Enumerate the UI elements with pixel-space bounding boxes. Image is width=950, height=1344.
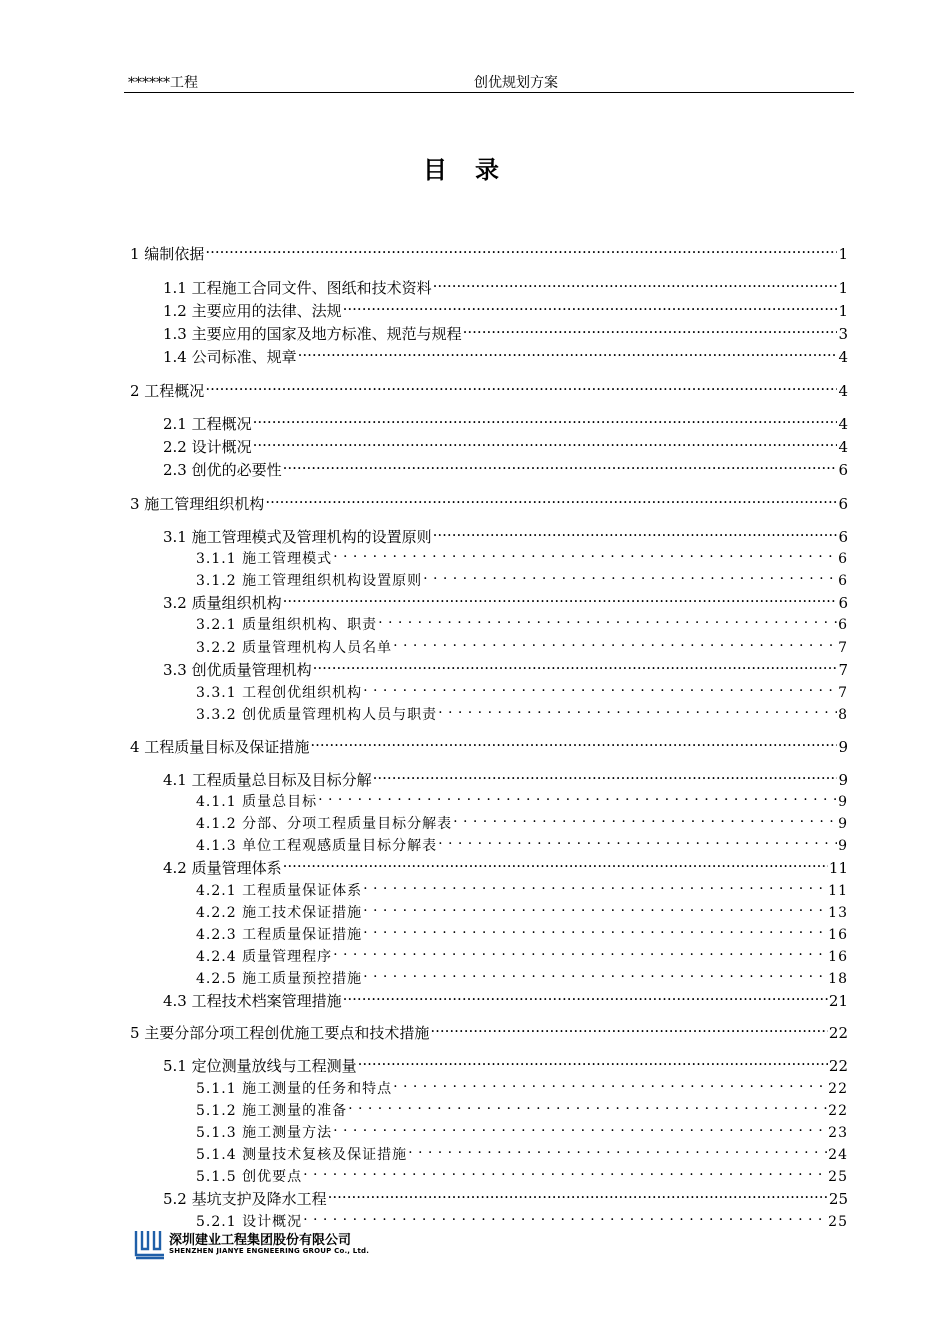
toc-entry-page-number: 22 (828, 1081, 848, 1097)
toc-entry-label: 4.2.2 施工技术保证措施 (196, 905, 363, 921)
toc-entry-label: 5.1.4 测量技术复核及保证措施 (196, 1147, 408, 1163)
toc-entry-label: 3.3.1 工程创优组织机构 (196, 685, 363, 701)
toc-entry[interactable] (163, 592, 848, 613)
toc-leader-dots (318, 792, 837, 806)
toc-entry-label: 4.2.1 工程质量保证体系 (196, 883, 363, 899)
toc-entry[interactable] (163, 277, 848, 298)
toc-entry-label: 3.3.2 创优质量管理机构人员与职责 (196, 707, 438, 723)
toc-entry-label: 3.1.2 施工管理组织机构设置原则 (196, 573, 423, 589)
header-project-name: ******工程 (128, 75, 198, 91)
toc-entry-page-number: 9 (838, 816, 848, 832)
toc-leader-dots (333, 549, 837, 563)
toc-entry[interactable] (130, 243, 848, 264)
toc-entry[interactable] (163, 346, 848, 367)
toc-leader-dots (430, 1023, 828, 1038)
toc-leader-dots (438, 836, 837, 850)
toc-entry-page-number: 21 (828, 992, 848, 1010)
toc-entry-page-number: 9 (838, 794, 848, 810)
toc-leader-dots (433, 527, 838, 542)
toc-entry-label: 5.2.1 设计概况 (196, 1214, 303, 1230)
toc-entry-label: 2 工程概况 (130, 382, 205, 400)
toc-entry[interactable] (130, 493, 848, 514)
toc-entry[interactable] (196, 1078, 848, 1098)
toc-entry[interactable] (196, 637, 848, 657)
toc-entry-page-number: 6 (838, 594, 848, 612)
toc-entry-label: 4.1 工程质量总目标及目标分解 (163, 771, 372, 789)
toc-entry-page-number: 4 (838, 348, 848, 366)
toc-entry-page-number: 3 (838, 325, 848, 343)
toc-leader-dots (333, 1123, 827, 1137)
toc-leader-dots (328, 1189, 828, 1204)
company-name-en: SHENZHEN JIANYE ENGNEERING GROUP Co., Ltd. (169, 1247, 370, 1255)
toc-entry-label: 1.1 工程施工合同文件、图纸和技术资料 (163, 279, 432, 297)
toc-entry[interactable] (196, 813, 848, 833)
toc-entry-label: 4.2.4 质量管理程序 (196, 949, 333, 965)
toc-entry[interactable] (196, 614, 848, 634)
toc-entry-page-number: 24 (828, 1147, 848, 1163)
toc-entry[interactable] (196, 704, 848, 724)
toc-entry-label: 3.2 质量组织机构 (163, 594, 282, 612)
toc-entry-page-number: 22 (828, 1057, 848, 1075)
toc-entry[interactable] (196, 570, 848, 590)
toc-leader-dots (265, 494, 837, 509)
company-name-cn: 深圳建业工程集团股份有限公司 (169, 1233, 352, 1248)
toc-entry-label: 3.1 施工管理模式及管理机构的设置原则 (163, 528, 432, 546)
toc-entry-label: 3.3 创优质量管理机构 (163, 661, 312, 679)
toc-leader-dots (298, 347, 838, 362)
toc-leader-dots (463, 324, 838, 339)
toc-entry-page-number: 9 (838, 838, 848, 854)
toc-entry-label: 3 施工管理组织机构 (130, 495, 265, 513)
company-logo-icon (133, 1228, 167, 1260)
toc-entry[interactable] (196, 968, 848, 988)
toc-entry-label: 4.2.3 工程质量保证措施 (196, 927, 363, 943)
toc-entry-page-number: 7 (838, 640, 848, 656)
toc-leader-dots (313, 660, 838, 675)
toc-title: 目录 (423, 156, 527, 184)
toc-leader-dots (333, 947, 827, 961)
toc-entry[interactable] (163, 857, 848, 878)
toc-entry[interactable] (196, 946, 848, 966)
toc-leader-dots (363, 881, 827, 895)
toc-entry-label: 1.2 主要应用的法律、法规 (163, 302, 342, 320)
toc-leader-dots (205, 244, 837, 259)
toc-entry-page-number: 4 (838, 382, 848, 400)
toc-leader-dots (303, 1212, 827, 1226)
toc-entry-page-number: 6 (838, 617, 848, 633)
toc-entry-label: 1 编制依据 (130, 245, 205, 263)
toc-entry[interactable] (196, 548, 848, 568)
toc-entry-label: 4 工程质量目标及保证措施 (130, 738, 310, 756)
toc-entry-label: 5.2 基坑支护及降水工程 (163, 1190, 327, 1208)
toc-entry[interactable] (196, 791, 848, 811)
toc-entry-page-number: 1 (838, 302, 848, 320)
toc-entry-page-number: 25 (828, 1214, 848, 1230)
toc-entry-label: 3.1.1 施工管理模式 (196, 551, 333, 567)
toc-entry-page-number: 7 (838, 661, 848, 679)
toc-entry[interactable] (163, 526, 848, 547)
toc-entry-label: 4.1.3 单位工程观感质量目标分解表 (196, 838, 438, 854)
toc-entry-label: 5.1.5 创优要点 (196, 1169, 303, 1185)
toc-entry-label: 3.2.2 质量管理机构人员名单 (196, 640, 393, 656)
toc-leader-dots (373, 770, 838, 785)
toc-entry-label: 4.2.5 施工质量预控措施 (196, 971, 363, 987)
toc-entry[interactable] (196, 835, 848, 855)
toc-entry-label: 3.2.1 质量组织机构、职责 (196, 617, 378, 633)
toc-entry[interactable] (163, 413, 848, 434)
toc-leader-dots (453, 814, 837, 828)
company-logo (133, 1228, 393, 1262)
toc-entry-label: 1.3 主要应用的国家及地方标准、规范与规程 (163, 325, 462, 343)
toc-entry-page-number: 22 (828, 1103, 848, 1119)
toc-entry[interactable] (196, 1166, 848, 1186)
toc-leader-dots (378, 615, 837, 629)
toc-leader-dots (303, 1167, 827, 1181)
toc-entry-label: 2.1 工程概况 (163, 415, 252, 433)
toc-leader-dots (363, 683, 837, 697)
toc-entry[interactable] (163, 1055, 848, 1076)
toc-leader-dots (423, 571, 837, 585)
toc-leader-dots (363, 925, 827, 939)
toc-leader-dots (283, 460, 838, 475)
toc-entry-label: 2.3 创优的必要性 (163, 461, 282, 479)
toc-entry-page-number: 6 (838, 528, 848, 546)
toc-entry-page-number: 16 (828, 949, 848, 965)
toc-entry-page-number: 1 (838, 279, 848, 297)
toc-entry[interactable] (163, 300, 848, 321)
toc-entry-page-number: 6 (838, 495, 848, 513)
toc-entry[interactable] (196, 902, 848, 922)
toc-entry-page-number: 16 (828, 927, 848, 943)
toc-entry-page-number: 23 (828, 1125, 848, 1141)
toc-entry-page-number: 9 (838, 738, 848, 756)
toc-leader-dots (358, 1056, 828, 1071)
toc-leader-dots (393, 1079, 827, 1093)
toc-entry-label: 2.2 设计概况 (163, 438, 252, 456)
toc-leader-dots (205, 381, 837, 396)
toc-entry-page-number: 4 (838, 438, 848, 456)
toc-entry-page-number: 11 (828, 859, 848, 877)
toc-entry-label: 5.1.1 施工测量的任务和特点 (196, 1081, 393, 1097)
toc-leader-dots (253, 414, 838, 429)
toc-leader-dots (348, 1101, 827, 1115)
header-document-title: 创优规划方案 (474, 75, 558, 91)
toc-leader-dots (253, 437, 838, 452)
toc-entry-page-number: 6 (838, 573, 848, 589)
toc-entry[interactable] (163, 990, 848, 1011)
toc-entry-page-number: 25 (828, 1190, 848, 1208)
toc-entry[interactable] (163, 769, 848, 790)
toc-entry-page-number: 18 (828, 971, 848, 987)
toc-entry-label: 5 主要分部分项工程创优施工要点和技术措施 (130, 1024, 430, 1042)
toc-leader-dots (343, 991, 828, 1006)
toc-entry-label: 5.1 定位测量放线与工程测量 (163, 1057, 357, 1075)
toc-leader-dots (438, 705, 837, 719)
toc-entry[interactable] (163, 436, 848, 457)
toc-leader-dots (283, 858, 828, 873)
toc-entry-page-number: 11 (828, 883, 848, 899)
toc-entry[interactable] (196, 924, 848, 944)
toc-entry[interactable] (196, 1144, 848, 1164)
toc-entry[interactable] (130, 736, 848, 757)
toc-leader-dots (363, 903, 827, 917)
toc-entry-label: 4.1.2 分部、分项工程质量目标分解表 (196, 816, 453, 832)
toc-entry-page-number: 6 (838, 551, 848, 567)
toc-entry-page-number: 9 (838, 771, 848, 789)
toc-entry[interactable] (196, 880, 848, 900)
toc-entry[interactable] (163, 459, 848, 480)
toc-entry[interactable] (163, 323, 848, 344)
toc-entry[interactable] (163, 1188, 848, 1209)
toc-entry-label: 5.1.2 施工测量的准备 (196, 1103, 348, 1119)
toc-leader-dots (343, 301, 838, 316)
toc-entry-page-number: 6 (838, 461, 848, 479)
toc-entry[interactable] (196, 682, 848, 702)
toc-leader-dots (363, 969, 827, 983)
toc-entry-label: 4.1.1 质量总目标 (196, 794, 318, 810)
toc-entry-page-number: 22 (828, 1024, 848, 1042)
toc-entry[interactable] (130, 380, 848, 401)
toc-entry-label: 4.3 工程技术档案管理措施 (163, 992, 342, 1010)
toc-entry-page-number: 7 (838, 685, 848, 701)
toc-entry[interactable] (196, 1122, 848, 1142)
toc-entry-page-number: 25 (828, 1169, 848, 1185)
toc-leader-dots (310, 737, 837, 752)
toc-leader-dots (433, 278, 838, 293)
toc-entry-page-number: 1 (838, 245, 848, 263)
toc-leader-dots (393, 638, 837, 652)
toc-entry[interactable] (130, 1022, 848, 1043)
toc-entry-label: 5.1.3 施工测量方法 (196, 1125, 333, 1141)
toc-entry-page-number: 13 (828, 905, 848, 921)
toc-entry-page-number: 4 (838, 415, 848, 433)
toc-entry-label: 4.2 质量管理体系 (163, 859, 282, 877)
toc-entry[interactable] (196, 1100, 848, 1120)
toc-entry-page-number: 8 (838, 707, 848, 723)
toc-entry-label: 1.4 公司标准、规章 (163, 348, 297, 366)
toc-leader-dots (408, 1145, 827, 1159)
toc-entry[interactable] (163, 659, 848, 680)
toc-leader-dots (283, 593, 838, 608)
page-header (124, 72, 854, 93)
